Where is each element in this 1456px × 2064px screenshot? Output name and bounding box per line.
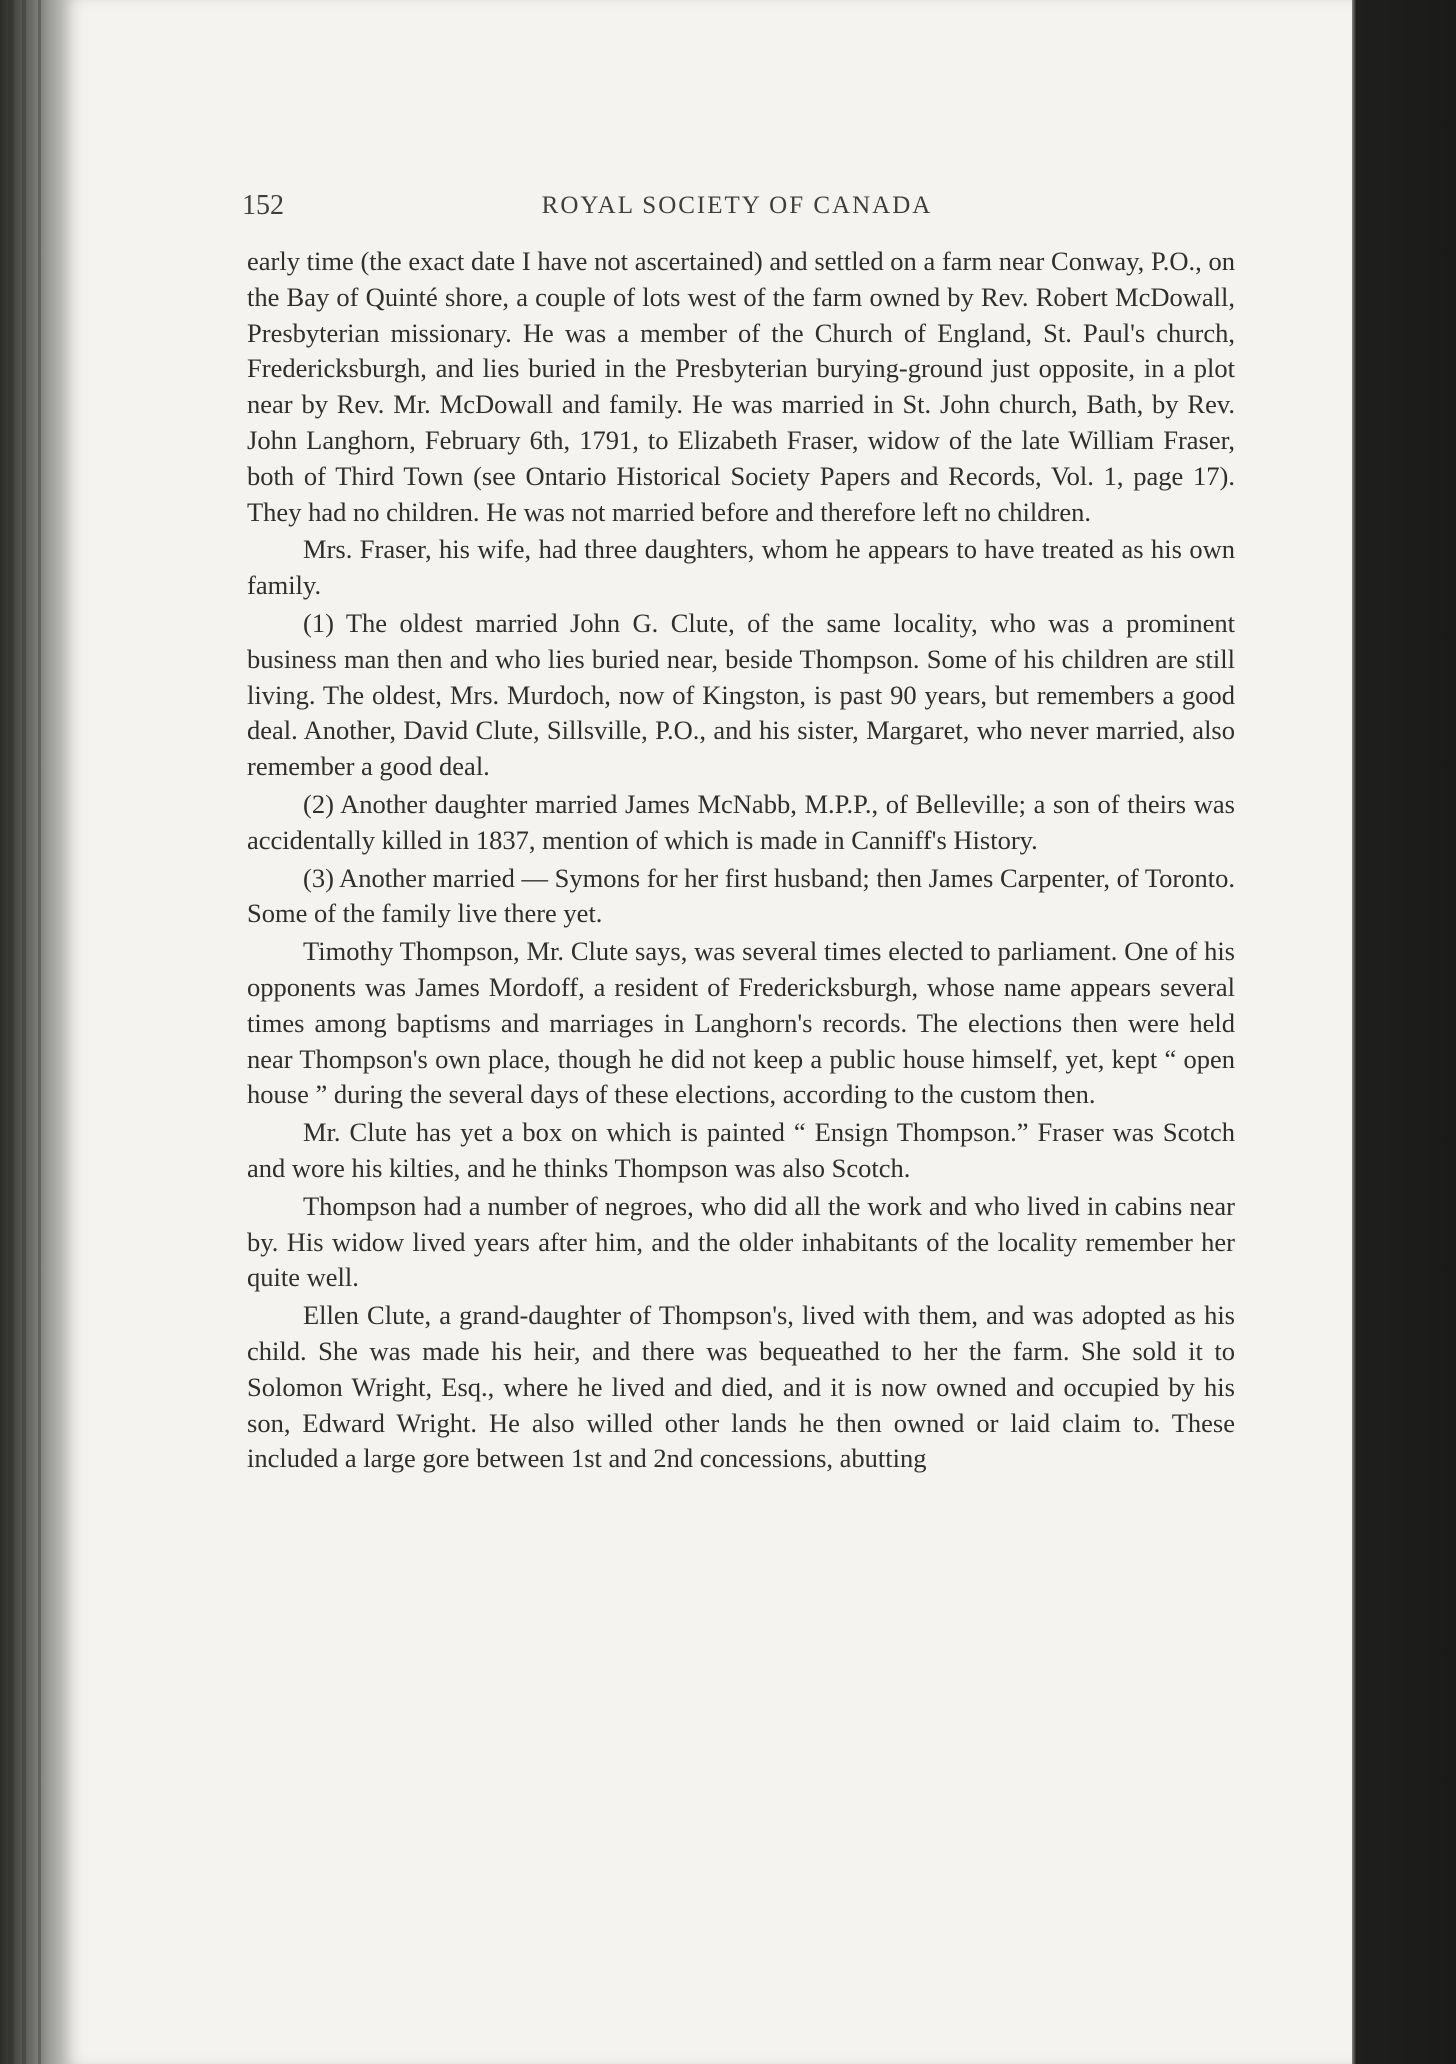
facing-page-edge	[1340, 0, 1456, 2064]
paragraph: Ellen Clute, a grand-daughter of Thompson's, lived with them, and was adopted as his child. She was made his heir, and there was bequeathed to her the farm. She sold it to Solomon Wright, Esq., where he lived and died, and it is now owned and occupied by his son, Edward Wright. He also willed other lands he then owned or laid claim to. These included a large gore between 1st and 2nd concessions, abutting	[247, 1300, 1235, 1474]
paragraph: (1) The oldest married John G. Clute, of the same locality, who was a prominent business man then and who lies buried near, beside Thompson. Some of his children are still living. The oldest, Mrs. Murdoch, now of Kingston, is past 90 years, but remembers a good deal. Another, David Clute, Sillsville, P.O., and his sister, Margaret, who never married, also remember a good deal.	[247, 607, 1235, 782]
paragraph: Mr. Clute has yet a box on which is painted “ Ensign Thompson.” Fraser was Scotch and wore his kilties, and he thinks Thompson was also Scotch.	[247, 1117, 1235, 1183]
running-title: ROYAL SOCIETY OF CANADA	[541, 192, 933, 219]
page-number: 152	[242, 190, 284, 221]
body-text	[247, 244, 1235, 1479]
paragraph: Mrs. Fraser, his wife, had three daughters, whom he appears to have treated as his own family.	[247, 534, 1235, 601]
book-binding-edge	[0, 0, 62, 2064]
book-page	[62, 0, 1352, 2064]
paragraph: Thompson had a number of negroes, who did all the work and who lived in cabins near by. His widow lived years after him, and the older inhabitants of the locality remember her quite well.	[247, 1190, 1235, 1293]
paragraph: early time (the exact date I have not ascertained) and settled on a farm near Conway, P.O., on the Bay of Quinté shore, a couple of lots west of the farm owned by Rev. Robert McDowall, Presbyterian missionary. He was a member of the Church of England, St. Paul's church, Fredericksburgh, and lies buried in the Presbyterian burying-ground just opposite, in a plot near by Rev. Mr. McDowall and family. He was married in St. John church, Bath, by Rev. John Langhorn, February 6th, 1791, to Elizabeth Fraser, widow of the late William Fraser, both of Third Town (see Ontario Historical Society Papers and Records, Vol. 1, page 17). They had no children. He was not married before and therefore left no children.	[247, 246, 1235, 527]
paragraph: (3) Another married — Symons for her first husband; then James Carpenter, of Toronto. Some of the family live there yet.	[247, 862, 1235, 929]
binding-shadow-stripe	[38, 0, 41, 2064]
paragraph: Timothy Thompson, Mr. Clute says, was several times elected to parliament. One of his opponents was James Mordoff, a resident of Fredericksburgh, whose name appears several times among baptisms and marriages in Langhorn's records. The elections then were held near Thompson's own place, though he did not keep a public house himself, yet, kept “ open house ” during the several days of these elections, according to the custom then.	[247, 936, 1235, 1110]
binding-shadow-stripe	[22, 0, 26, 2064]
paragraph: (2) Another daughter married James McNabb, M.P.P., of Belleville; a son of theirs was accidentally killed in 1837, mention of which is made in Canniff's History.	[247, 788, 1235, 855]
binding-shadow-stripe	[8, 0, 14, 2064]
page-header	[242, 188, 1232, 228]
